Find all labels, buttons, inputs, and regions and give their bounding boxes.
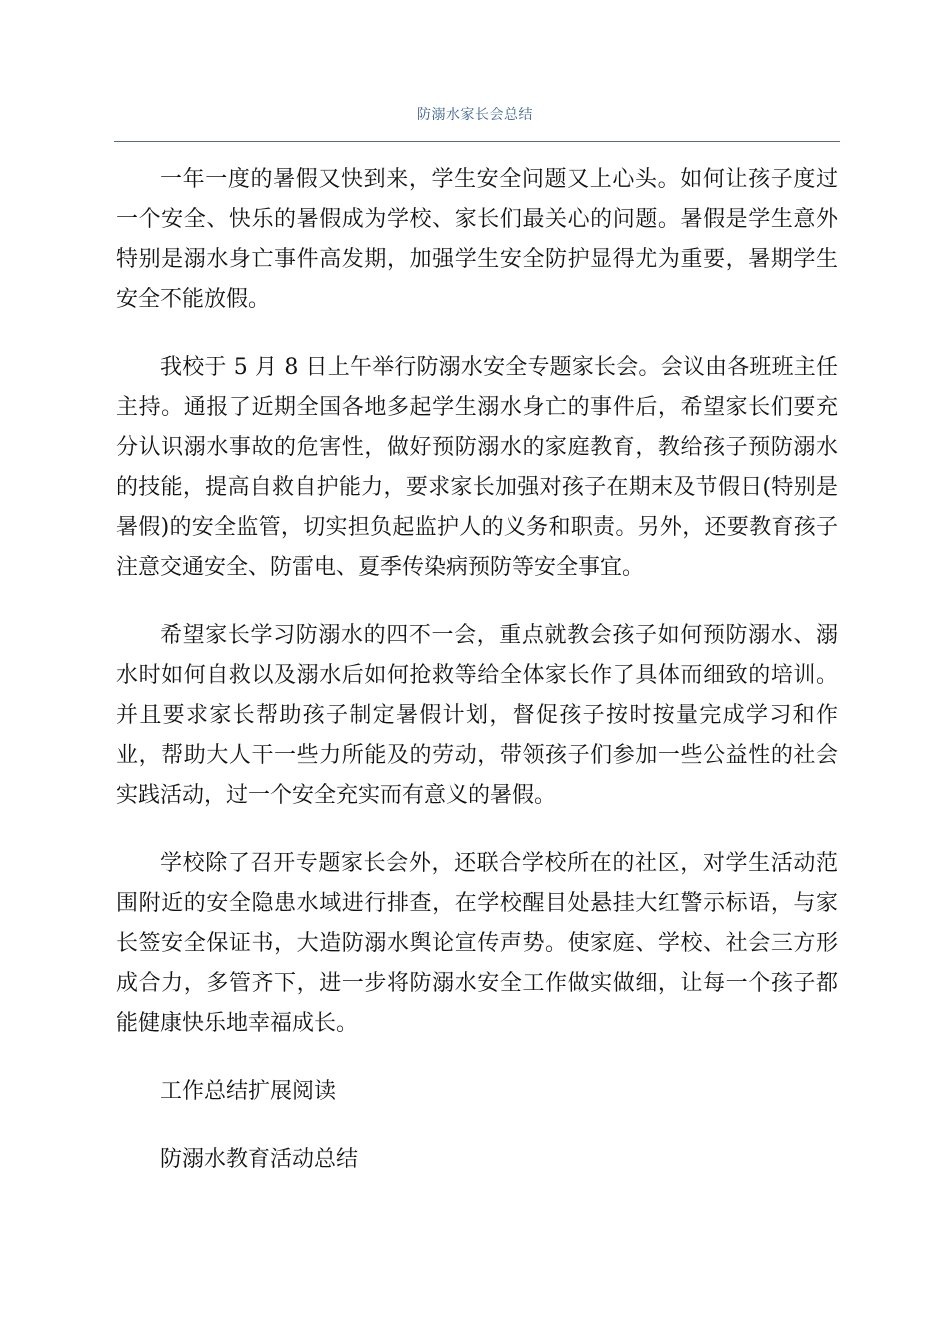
running-header-title: 防溺水家长会总结 [417,107,533,123]
paragraph-extended-reading: 工作总结扩展阅读 [160,1079,337,1104]
paragraph-intro: 一年一度的暑假又快到来，学生安全问题又上心头。如何让孩子度过一个安全、快乐的暑假成为学校、家长们最关心的问题。暑假是学生意外特别是溺水身亡事件高发期，加强学生安全防护显得尤为重要，暑期学生安全不能放假。 [116,167,838,312]
paragraph-meeting: 我校于 5 月 8 日上午举行防溺水安全专题家长会。会议由各班班主任主持。通报了近期全国各地多起学生溺水身亡的事件后，希望家长们要充分认识溺水事故的危害性，做好预防溺水的家庭教育，教给孩子预防溺水的技能，提高自救自护能力，要求家长加强对孩子在期末及节假日(特别是暑假)的安全监管，切实担负起监护人的义务和职责。另外，还要教育孩子注意交通安全、防雷电、夏季传染病预防等安全事宜。 [116,355,838,580]
paragraph-training: 希望家长学习防溺水的四不一会，重点就教会孩子如何预防溺水、溺水时如何自救以及溺水后如何抢救等给全体家长作了具体而细致的培训。并且要求家长帮助孩子制定暑假计划，督促孩子按时按量完成学习和作业，帮助大人干一些力所能及的劳动，带领孩子们参加一些公益性的社会实践活动，过一个安全充实而有意义的暑假。 [116,623,838,808]
paragraph-next-title: 防溺水教育活动总结 [160,1147,359,1172]
header-divider [114,141,840,142]
document-body [116,160,838,1208]
paragraph-community: 学校除了召开专题家长会外，还联合学校所在的社区，对学生活动范围附近的安全隐患水域进行排查，在学校醒目处悬挂大红警示标语，与家长签安全保证书，大造防溺水舆论宣传声势。使家庭、学校、社会三方形成合力，多管齐下，进一步将防溺水安全工作做实做细，让每一个孩子都能健康快乐地幸福成长。 [116,851,838,1036]
